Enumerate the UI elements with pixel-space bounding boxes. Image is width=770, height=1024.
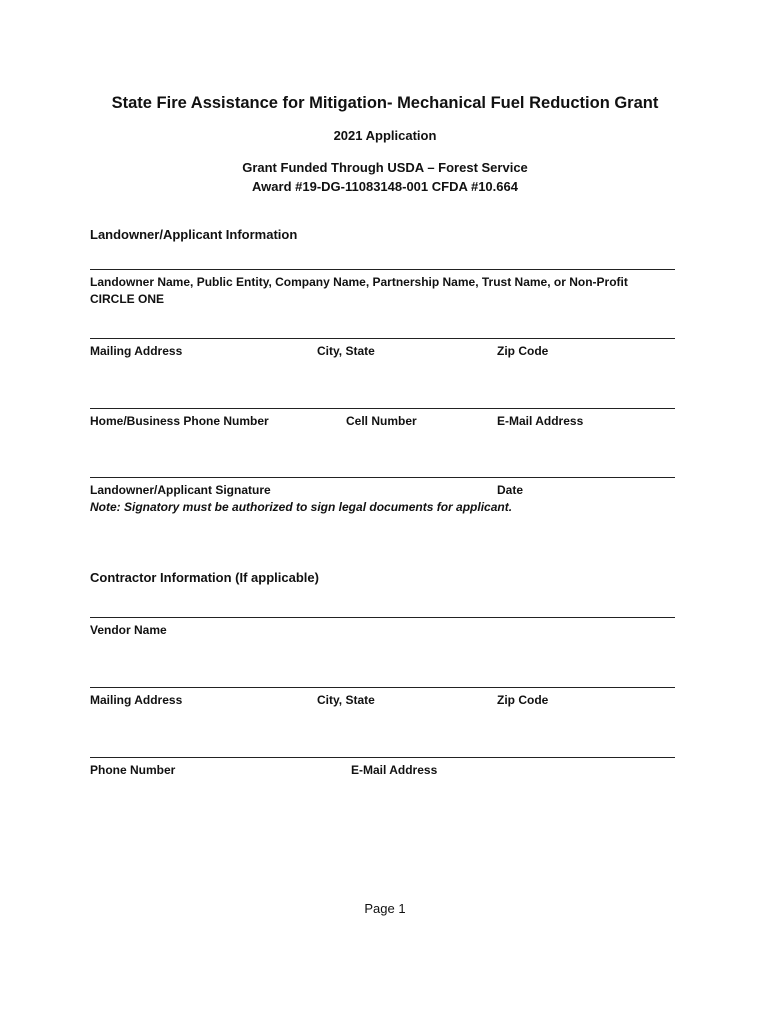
contractor-phone-label: Phone Number bbox=[90, 763, 176, 777]
mailing-address-label: Mailing Address bbox=[90, 344, 183, 358]
signatory-note: Note: Signatory must be authorized to sign legal documents for applicant. bbox=[90, 500, 513, 514]
contractor-city-state-label: City, State bbox=[317, 693, 375, 707]
page-number: Page 1 bbox=[364, 901, 406, 916]
signature-line[interactable] bbox=[90, 477, 675, 478]
cell-number-label: Cell Number bbox=[346, 414, 417, 428]
landowner-name-line[interactable] bbox=[90, 269, 675, 270]
contractor-mailing-address-label: Mailing Address bbox=[90, 693, 183, 707]
application-year: 2021 Application bbox=[333, 128, 437, 143]
contractor-email-label: E-Mail Address bbox=[351, 763, 438, 777]
zip-code-label: Zip Code bbox=[497, 344, 549, 358]
mailing-address-line[interactable] bbox=[90, 338, 675, 339]
funding-source: Grant Funded Through USDA – Forest Service bbox=[242, 160, 528, 175]
vendor-name-label: Vendor Name bbox=[90, 623, 167, 637]
signature-label: Landowner/Applicant Signature bbox=[90, 483, 271, 497]
circle-one-label: CIRCLE ONE bbox=[90, 292, 165, 306]
landowner-section-heading: Landowner/Applicant Information bbox=[90, 227, 298, 242]
landowner-name-label: Landowner Name, Public Entity, Company Name, Partnership Name, Trust Name, or Non-Profit bbox=[90, 275, 628, 289]
award-number: Award #19-DG-11083148-001 CFDA #10.664 bbox=[252, 179, 518, 194]
vendor-name-line[interactable] bbox=[90, 617, 675, 618]
phone-line[interactable] bbox=[90, 408, 675, 409]
contractor-address-line[interactable] bbox=[90, 687, 675, 688]
home-phone-label: Home/Business Phone Number bbox=[90, 414, 269, 428]
contractor-phone-line[interactable] bbox=[90, 757, 675, 758]
email-label: E-Mail Address bbox=[497, 414, 584, 428]
contractor-section-heading: Contractor Information (If applicable) bbox=[90, 570, 319, 585]
date-label: Date bbox=[497, 483, 524, 497]
contractor-zip-code-label: Zip Code bbox=[497, 693, 549, 707]
form-title: State Fire Assistance for Mitigation- Mechanical Fuel Reduction Grant bbox=[111, 94, 659, 112]
city-state-label: City, State bbox=[317, 344, 375, 358]
